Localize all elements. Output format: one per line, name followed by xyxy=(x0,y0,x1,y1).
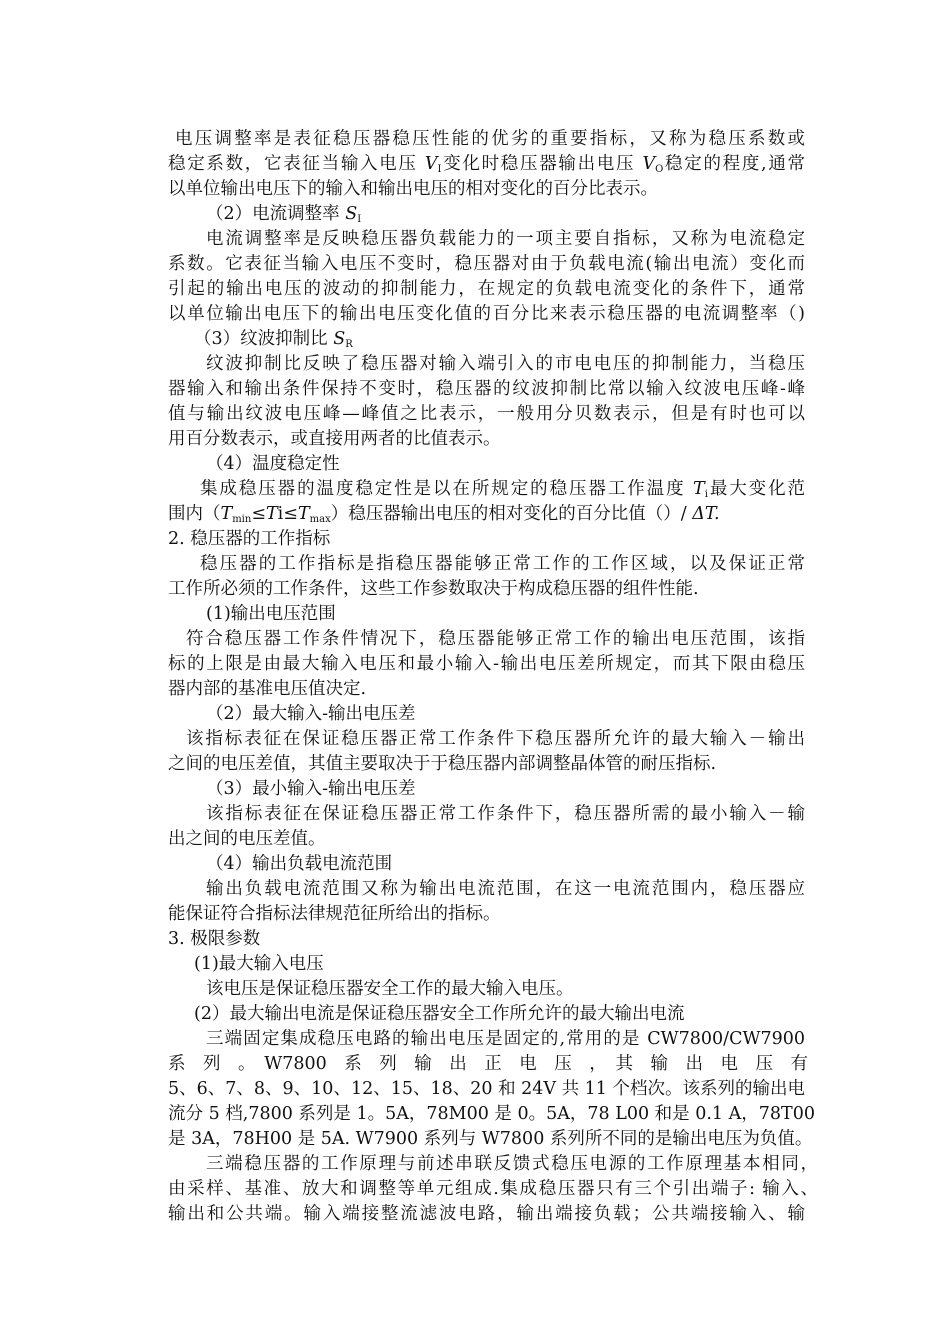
paragraph-working-principle-line: 输出和公共端。输入端接整流滤波电路，输出端接负载；公共端接输入、输 xyxy=(168,1204,805,1224)
paragraph-working-specs-line: 工作所必须的工作条件，这些工作参数取决于构成稳压器的组件性能. xyxy=(168,579,699,599)
paragraph-max-output-current: (2）最大输出电流是保证稳压器安全工作所允许的最大输出电流 xyxy=(194,1004,685,1024)
heading-load-current-range: （4）输出负载电流范围 xyxy=(206,854,393,874)
paragraph-three-terminal-line: 三端固定集成稳压电路的输出电压是固定的,常用的是 CW7800/CW7900 xyxy=(206,1029,805,1049)
paragraph-ripple-line: 值与输出纹波电压峰—峰值之比表示，一般用分贝数表示，但是有时也可以 xyxy=(168,404,805,424)
paragraph-voltage-regulation-line: 以单位输出电压下的输入和输出电压的相对变化的百分比表示。 xyxy=(168,179,658,199)
paragraph-output-range-line: 器内部的基准电压值决定. xyxy=(168,679,367,699)
paragraph-working-principle-line: 由采样、基准、放大和调整等单元组成.集成稳压器只有三个引出端子: 输入、 xyxy=(168,1179,818,1199)
paragraph-ripple-line: 纹波抑制比反映了稳压器对输入端引入的市电电压的抑制能力，当稳压 xyxy=(206,354,805,374)
paragraph-load-current-line: 输出负载电流范围又称为输出电流范围，在这一电流范围内，稳压器应 xyxy=(206,879,805,899)
paragraph-working-principle-line: 三端稳压器的工作原理与前述串联反馈式稳压电源的工作原理基本相同， xyxy=(206,1154,818,1174)
paragraph-three-terminal-line: 是 3A，78H00 是 5A. W7900 系列与 W7800 系列所不同的是输出电压为负值。 xyxy=(168,1129,813,1149)
paragraph-temperature-line: 集成稳压器的温度稳定性是以在所规定的稳压器工作温度 $T_i$最大变化范 xyxy=(200,479,806,500)
paragraph-max-input-voltage: 该电压是保证稳压器安全工作的最大输入电压。 xyxy=(206,979,574,999)
heading-temperature-stability: （4）温度稳定性 xyxy=(206,454,340,474)
heading-output-voltage-range: (1)输出电压范围 xyxy=(206,604,336,624)
heading-max-input-voltage: (1)最大输入电压 xyxy=(194,954,324,974)
paragraph-three-terminal-line: 系 列 。 W7800 系 列 输 出 正 电 压 ， 其 输 出 电 压 有 xyxy=(168,1054,809,1074)
paragraph-current-regulation-line: 引起的输出电压的波动的抑制能力，在规定的负载电流变化的条件下，通常 xyxy=(168,279,805,299)
paragraph-current-regulation-line: 系数。它表征当输入电压不变时，稳压器对由于负载电流(输出电流）变化而 xyxy=(168,254,805,274)
heading-min-io-difference: （3）最小输入-输出电压差 xyxy=(206,779,416,799)
paragraph-ripple-line: 用百分数表示，或直接用两者的比值表示。 xyxy=(168,429,501,449)
heading-max-io-difference: （2）最大输入-输出电压差 xyxy=(206,704,416,724)
paragraph-voltage-regulation-line: 稳定系数，它表征当输入电压 $V_I$变化时稳压器输出电压 $V_O$稳定的程度,通常 xyxy=(168,154,806,175)
paragraph-working-specs-line: 稳压器的工作指标是指稳压器能够正常工作的工作区域，以及保证正常 xyxy=(200,554,805,574)
paragraph-min-diff-line: 该指标表征在保证稳压器正常工作条件下，稳压器所需的最小输入－输 xyxy=(206,804,805,824)
paragraph-output-range-line: 符合稳压器工作条件情况下，稳压器能够正常工作的输出电压范围，该指 xyxy=(186,629,805,649)
heading-ripple-rejection: （3）纹波抑制比 $S_R$ xyxy=(194,329,353,350)
paragraph-voltage-regulation-line: 电压调整率是表征稳压器稳压性能的优劣的重要指标，又称为稳压系数或 xyxy=(175,129,805,149)
paragraph-max-diff-line: 之间的电压差值，其值主要取决于于稳压器内部调整晶体管的耐压指标. xyxy=(168,754,717,774)
heading-current-regulation: （2）电流调整率 $S_I$ xyxy=(206,204,362,225)
paragraph-min-diff-line: 出之间的电压差值。 xyxy=(168,829,326,849)
paragraph-temperature-line: 围内$(T_{min}\le Ti\le T_{max})$稳压器输出电压的相对变化的百分比值（）/ ΔT. xyxy=(168,504,720,525)
section-heading-limit-params: 3. 极限参数 xyxy=(168,929,261,949)
paragraph-ripple-line: 器输入和输出条件保持不变时，稳压器的纹波抑制比常以输入纹波电压峰-峰 xyxy=(168,379,805,399)
paragraph-three-terminal-line: 流分 5 档,7800 系列是 1。5A，78M00 是 0。5A，78 L00 和是 0.1 A，78T00 xyxy=(168,1104,815,1124)
paragraph-three-terminal-line: 5、6、7、8、9、10、12、15、18、20 和 24V 共 11 个档次。该系列的输出电 xyxy=(168,1079,805,1099)
section-heading-working-specs: 2. 稳压器的工作指标 xyxy=(168,529,331,549)
paragraph-current-regulation-line: 电流调整率是反映稳压器负载能力的一项主要自指标，又称为电流稳定 xyxy=(206,229,805,249)
paragraph-load-current-line: 能保证符合指标法律规范征所给出的指标。 xyxy=(168,904,501,924)
paragraph-output-range-line: 标的上限是由最大输入电压和最小输入-输出电压差所规定，而其下限由稳压 xyxy=(168,654,805,674)
paragraph-current-regulation-line: 以单位输出电压下的输出电压变化值的百分比来表示稳压器的电流调整率（) xyxy=(168,304,805,324)
paragraph-max-diff-line: 该指标表征在保证稳压器正常工作条件下稳压器所允许的最大输入－输出 xyxy=(186,729,805,749)
